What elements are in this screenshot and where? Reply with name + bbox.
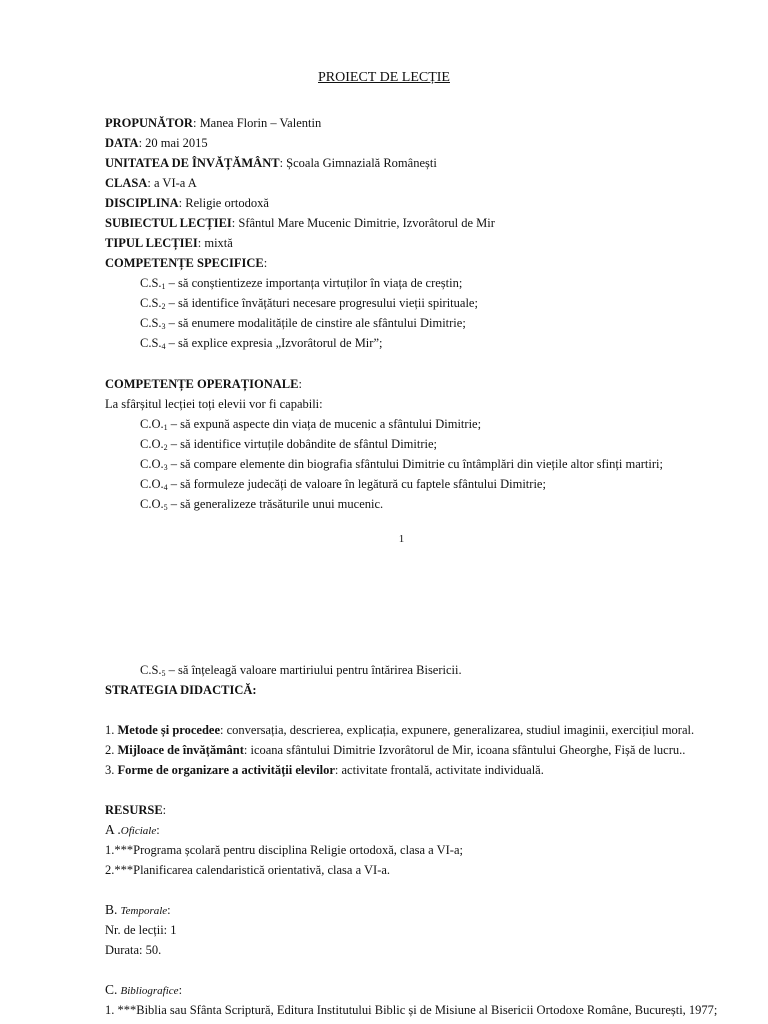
competence-sub: 4 — [163, 483, 168, 492]
field-value: : — [263, 256, 268, 270]
resources-a-heading — [105, 822, 160, 839]
competence-sub: 1 — [161, 282, 166, 291]
header-field — [105, 195, 269, 211]
res-c-colon: : — [178, 983, 183, 997]
competence-text: – să conștientizeze importanța virtuților în viața de creștin; — [165, 276, 463, 290]
field-label: DISCIPLINA — [105, 196, 179, 210]
field-label: COMPETENȚE SPECIFICE — [105, 256, 264, 270]
header-field — [105, 175, 197, 191]
header-field — [105, 255, 267, 271]
competence-text: – să generalizeze trăsăturile unui mucenic. — [167, 497, 384, 511]
competence-item — [140, 315, 466, 335]
field-value: : Școala Gimnazială Românești — [279, 156, 437, 170]
competence-item — [140, 496, 383, 516]
strategy-item — [105, 722, 694, 738]
field-value: : Manea Florin – Valentin — [192, 116, 322, 130]
competence-sub: 2 — [161, 302, 166, 311]
competence-item — [140, 456, 663, 476]
header-field — [105, 215, 495, 231]
competence-sub: 4 — [161, 342, 166, 351]
operational-colon: : — [298, 377, 302, 391]
competence-code: C.O. — [140, 417, 164, 431]
operational-heading-line — [105, 376, 302, 392]
competence-item — [140, 416, 481, 436]
resources-b-heading — [105, 902, 171, 919]
competence-sub: 2 — [163, 443, 168, 452]
page2-specific-item — [140, 662, 462, 682]
resources-c-heading — [105, 982, 182, 999]
page-title: PROIECT DE LECȚIE — [318, 70, 450, 85]
resource-item: Durata: 50. — [105, 943, 162, 957]
strategy-text: : conversația, descrierea, explicația, expunere, generalizarea, studiul imaginii, exercițiul moral. — [220, 723, 695, 737]
operational-intro: La sfârșitul lecției toți elevii vor fi capabili: — [105, 397, 323, 411]
field-label: TIPUL LECȚIEI — [105, 236, 198, 250]
resources-heading: RESURSE — [105, 803, 163, 817]
resources-colon: : — [162, 803, 167, 817]
resource-item: 1. ***Biblia sau Sfânta Scriptură, Editura Institutului Biblic și de Misiune al Bisericii Ortodoxe Române, București, 1977; — [105, 1003, 718, 1017]
page-number: 1 — [398, 533, 405, 545]
res-a-label: Oficiale — [120, 825, 157, 837]
competence-sub: 3 — [163, 463, 168, 472]
res-b-colon: : — [167, 903, 171, 917]
competence-text: – să compare elemente din biografia sfântului Dimitrie cu întâmplări din viețile altor sfinți martiri; — [167, 457, 663, 471]
field-label: DATA — [105, 136, 139, 150]
res-c-label: Bibliografice — [120, 985, 179, 997]
competence-code: C.S. — [140, 316, 162, 330]
res-a-colon: : — [156, 823, 160, 837]
competence-item — [140, 476, 546, 496]
strategy-text: : icoana sfântului Dimitrie Izvorâtorul de Mir, icoana sfântului Gheorghe, Fișă de lucru.. — [243, 743, 686, 757]
res-a-letter: A . — [105, 822, 121, 837]
competence-sub: 5 — [161, 669, 166, 678]
header-field — [105, 115, 321, 131]
res-c-letter: C. — [105, 982, 118, 997]
resource-item: 2.***Planificarea calendaristică orientativă, clasa a VI-a. — [105, 863, 391, 877]
competence-code: C.O. — [140, 497, 164, 511]
strategy-item — [105, 762, 544, 778]
competence-item — [140, 436, 437, 456]
strategy-label: Forme de organizare a activității elevilor — [117, 763, 335, 777]
resource-item: Nr. de lecții: 1 — [105, 923, 177, 937]
competence-code: C.S. — [140, 296, 162, 310]
competence-item — [140, 295, 478, 315]
field-label: CLASA — [105, 176, 148, 190]
strategy-text: : activitate frontală, activitate individuală. — [334, 763, 544, 777]
competence-code: C.S. — [140, 336, 162, 350]
strategy-label: Metode și procedee — [117, 723, 221, 737]
competence-text: – să identifice virtuțile dobândite de sfântul Dimitrie; — [167, 437, 437, 451]
strategy-heading: STRATEGIA DIDACTICĂ: — [105, 683, 257, 697]
competence-sub: 5 — [163, 503, 168, 512]
res-b-label: Temporale — [120, 905, 168, 917]
strategy-num: 3. — [105, 763, 118, 777]
competence-text: – să enumere modalitățile de cinstire ale sfântului Dimitrie; — [165, 316, 466, 330]
competence-text: – să înțeleagă valoare martiriului pentru întărirea Bisericii. — [165, 663, 462, 677]
strategy-label: Mijloace de învățământ — [117, 743, 244, 757]
competence-sub: 1 — [163, 423, 168, 432]
strategy-num: 1. — [105, 723, 118, 737]
field-label: SUBIECTUL LECȚIEI — [105, 216, 232, 230]
field-value: : a VI-a A — [147, 176, 197, 190]
competence-text: – să expună aspecte din viața de mucenic a sfântului Dimitrie; — [167, 417, 482, 431]
strategy-item — [105, 742, 685, 758]
header-field — [105, 155, 437, 171]
header-field — [105, 135, 208, 151]
competence-code: C.O. — [140, 477, 164, 491]
res-b-letter: B. — [105, 902, 118, 917]
competence-text: – să explice expresia „Izvorâtorul de Mir”; — [165, 336, 383, 350]
competence-text: – să formuleze judecăți de valoare în legătură cu faptele sfântului Dimitrie; — [167, 477, 546, 491]
field-label: PROPUNĂTOR — [105, 116, 193, 130]
field-value: : Religie ortodoxă — [178, 196, 269, 210]
header-field — [105, 235, 233, 251]
competence-sub: 3 — [161, 322, 166, 331]
competence-code: C.O. — [140, 457, 164, 471]
operational-heading: COMPETENȚE OPERAȚIONALE — [105, 377, 299, 391]
competence-code: C.S. — [140, 663, 162, 677]
competence-item — [140, 335, 382, 355]
field-value: : Sfântul Mare Mucenic Dimitrie, Izvorâtorul de Mir — [231, 216, 495, 230]
field-value: : mixtă — [197, 236, 233, 250]
field-value: : 20 mai 2015 — [138, 136, 208, 150]
resource-item: 1.***Programa școlară pentru disciplina Religie ortodoxă, clasa a VI-a; — [105, 843, 463, 857]
competence-item — [140, 275, 462, 295]
field-label: UNITATEA DE ÎNVĂȚĂMÂNT — [105, 156, 280, 170]
competence-text: – să identifice învățături necesare progresului vieții spirituale; — [165, 296, 478, 310]
strategy-num: 2. — [105, 743, 118, 757]
competence-code: C.O. — [140, 437, 164, 451]
competence-code: C.S. — [140, 276, 162, 290]
resources-heading-line — [105, 802, 166, 818]
